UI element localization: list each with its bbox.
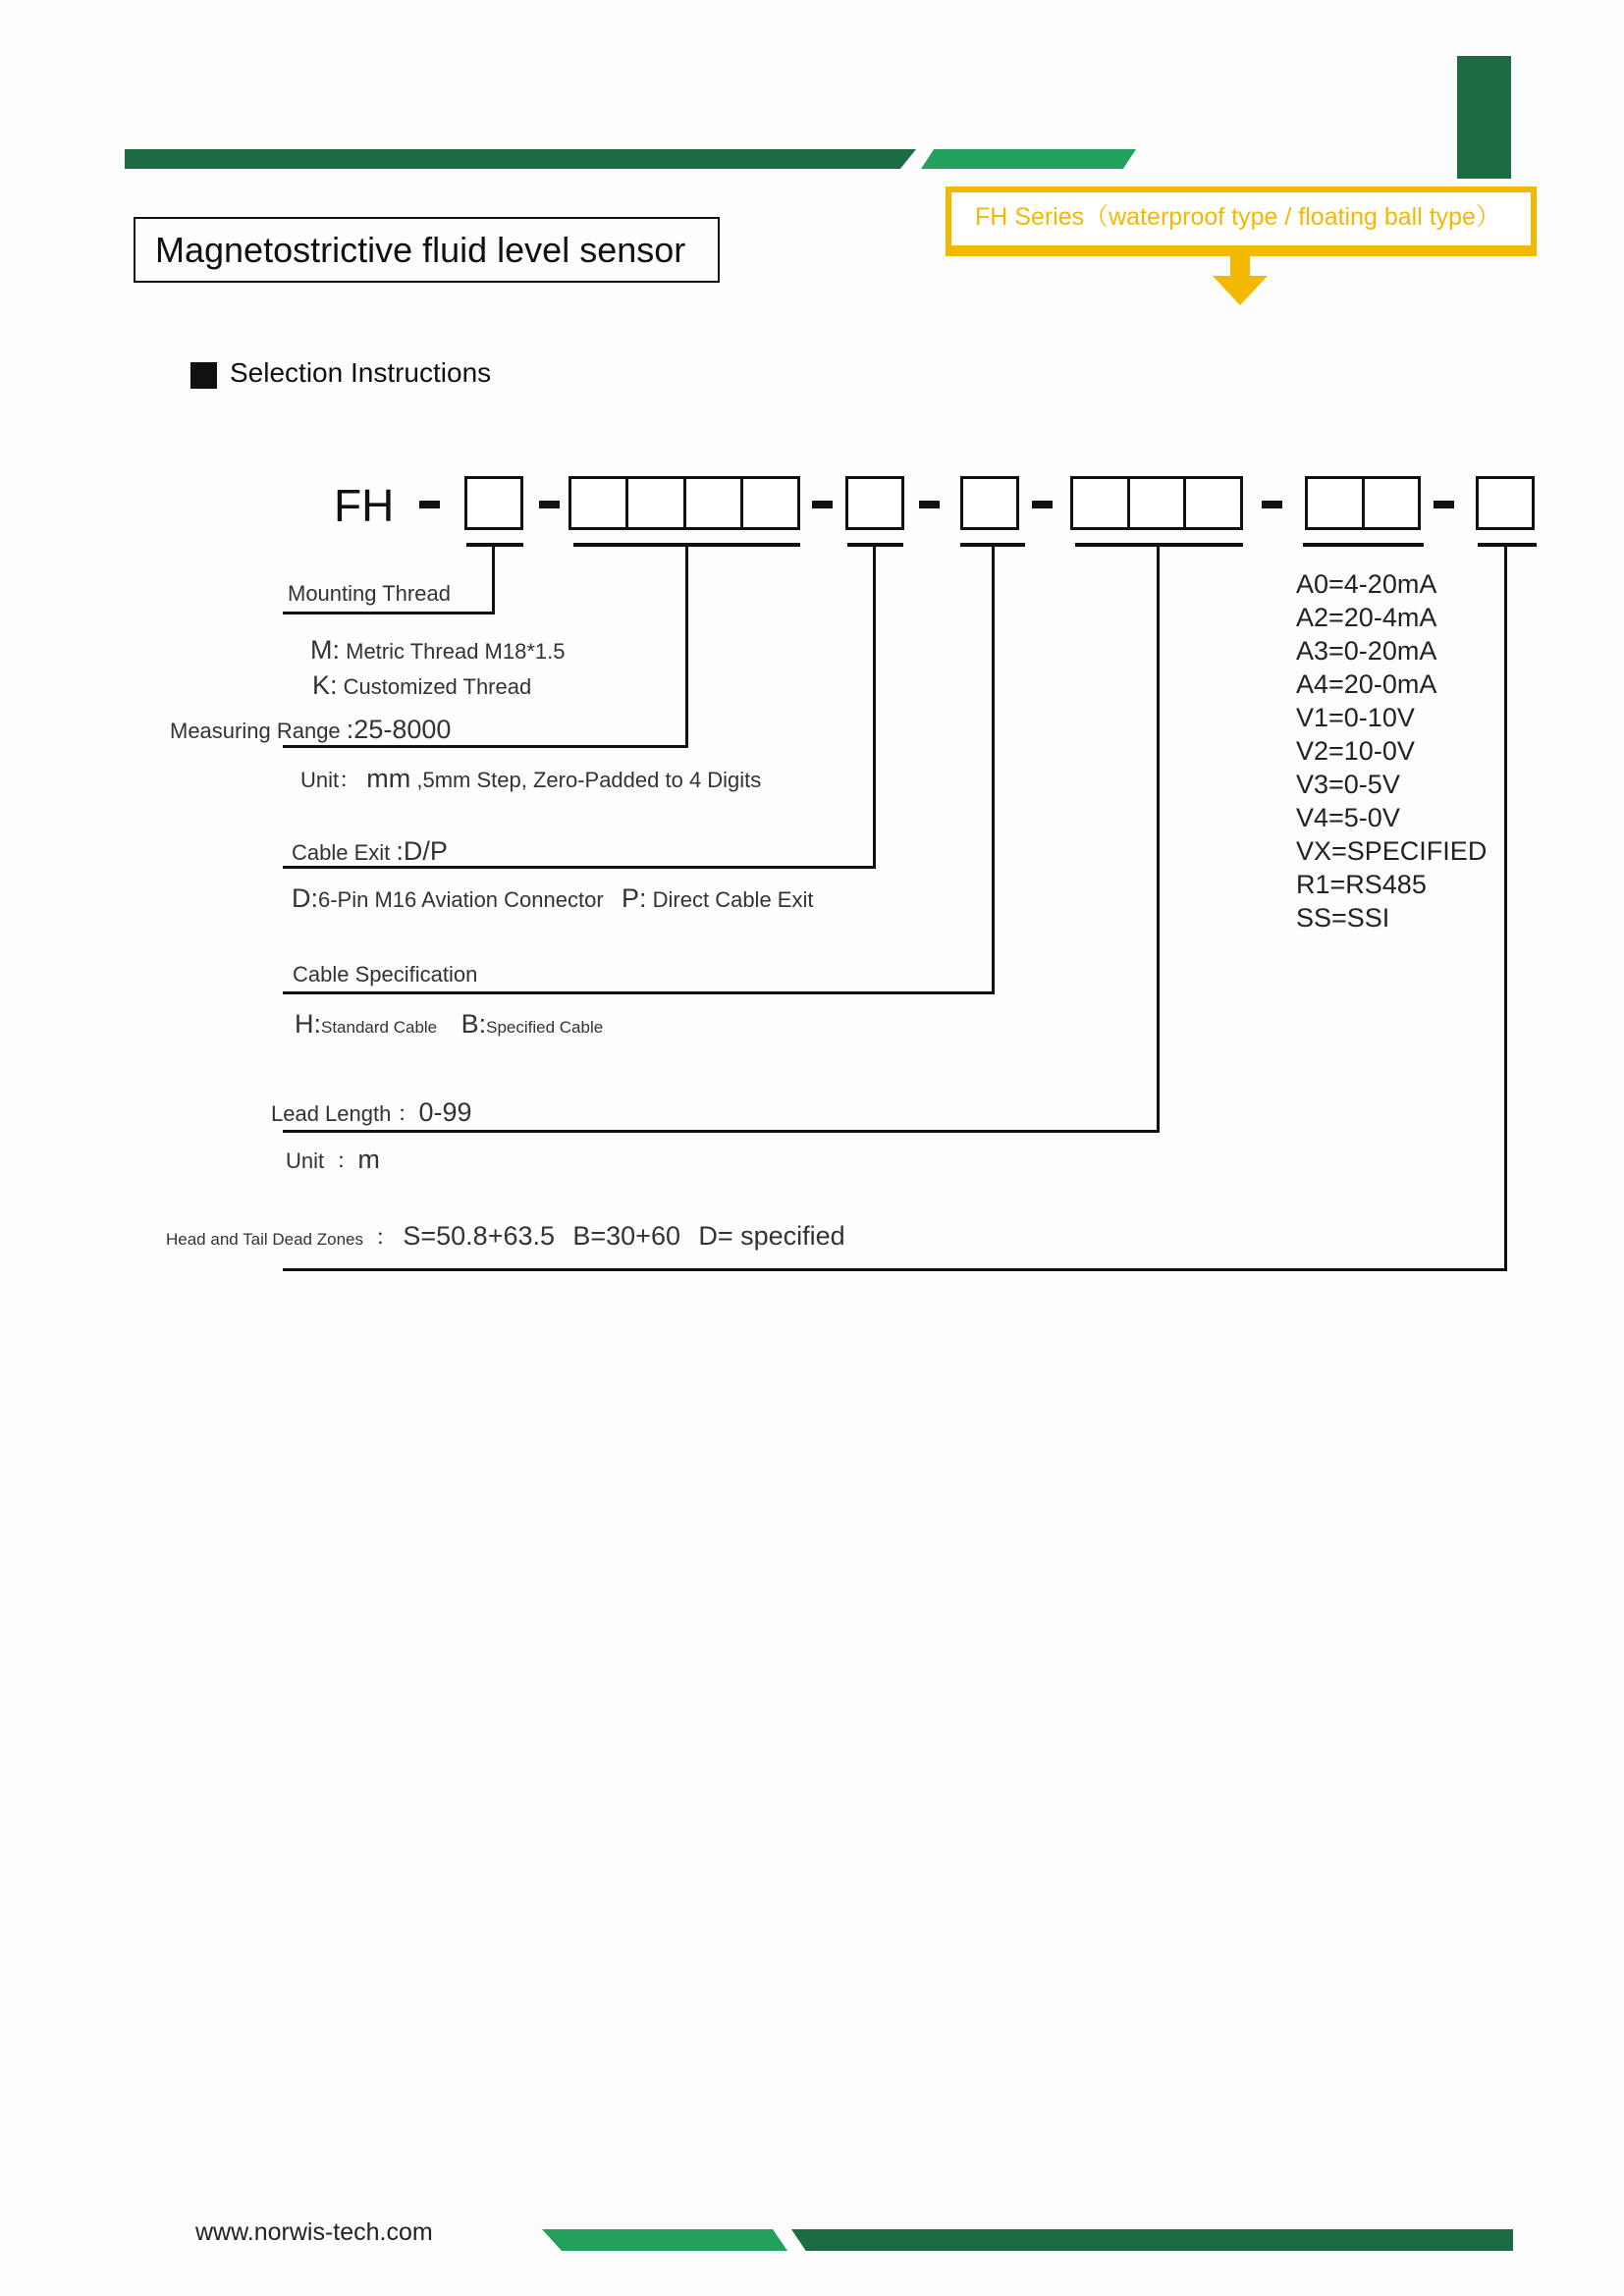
- cable-exit: [292, 836, 448, 867]
- option-text: Standard Cable: [321, 1018, 438, 1037]
- lead-length-label: Lead Length: [271, 1101, 392, 1126]
- footer-bar-dark: [791, 2229, 1513, 2251]
- option-text: Direct Cable Exit: [652, 887, 814, 912]
- lead-length: [271, 1097, 472, 1128]
- code-box-dead-zone: [1476, 476, 1535, 530]
- output-code: V1=0-10V: [1296, 703, 1415, 732]
- header-vertical-bar: [1457, 56, 1511, 179]
- code-box-lead-length: [1070, 476, 1243, 530]
- arrow-down-icon-head: [1213, 276, 1268, 305]
- output-code-list: [1296, 567, 1487, 934]
- dash: [812, 501, 833, 508]
- footer-website[interactable]: www.norwis-tech.com: [195, 2218, 433, 2246]
- leader-line: [283, 745, 688, 748]
- option-text: 6-Pin M16 Aviation Connector: [318, 887, 604, 912]
- dash: [539, 501, 560, 508]
- mounting-option-k: [312, 670, 531, 701]
- code-box-cable-spec: [960, 476, 1019, 530]
- unit-label: Unit：: [300, 768, 361, 792]
- output-code: A4=20-0mA: [1296, 669, 1437, 699]
- output-code: A0=4-20mA: [1296, 569, 1437, 599]
- output-code: SS=SSI: [1296, 903, 1390, 933]
- option-key: K:: [312, 670, 338, 700]
- dead-zone-s: S=50.8+63.5: [403, 1221, 556, 1251]
- mounting-thread-label: Mounting Thread: [288, 581, 451, 606]
- mounting-option-m: [310, 635, 566, 666]
- code-box-range: [568, 476, 800, 530]
- unit-label: Unit: [286, 1148, 325, 1173]
- page-title: Magnetostrictive fluid level sensor: [134, 217, 720, 283]
- cable-exit-label: Cable Exit: [292, 840, 391, 865]
- leader-line: [992, 545, 995, 994]
- separator: ：: [336, 1148, 358, 1173]
- separator: ：: [375, 1225, 398, 1250]
- lead-length-value: 0-99: [418, 1097, 472, 1127]
- footer-bar-light: [542, 2229, 787, 2251]
- output-code: VX=SPECIFIED: [1296, 836, 1488, 866]
- leader-line: [283, 612, 495, 614]
- option-key: D:: [292, 883, 318, 913]
- separator: ：: [397, 1101, 419, 1126]
- option-key: H:: [295, 1009, 321, 1039]
- section-title: Selection Instructions: [230, 357, 492, 388]
- option-key: M:: [310, 635, 340, 665]
- leader-line: [1504, 545, 1507, 1271]
- dead-zone-d: D= specified: [698, 1221, 845, 1251]
- option-text: Customized Thread: [343, 674, 532, 699]
- cable-spec-label: Cable Specification: [293, 962, 478, 987]
- header-bar-dark: [125, 149, 916, 169]
- measuring-range-unit: [300, 764, 761, 794]
- measuring-range-value: :25-8000: [346, 715, 452, 744]
- output-code: V2=10-0V: [1296, 736, 1415, 766]
- code-box-output: [1305, 476, 1421, 530]
- leader-line: [873, 545, 876, 869]
- output-code: A2=20-4mA: [1296, 603, 1437, 632]
- output-code: A3=0-20mA: [1296, 636, 1437, 666]
- leader-line: [283, 1268, 1507, 1271]
- option-key: B:: [460, 1009, 487, 1039]
- cable-exit-value: :D/P: [396, 836, 448, 866]
- underline: [1303, 543, 1424, 547]
- leader-line: [283, 1130, 1160, 1133]
- dash: [1032, 501, 1053, 508]
- dash: [1434, 501, 1454, 508]
- leader-line: [283, 991, 995, 994]
- output-code: V4=5-0V: [1296, 803, 1400, 832]
- output-code: V3=0-5V: [1296, 770, 1400, 799]
- leader-line: [685, 545, 688, 748]
- leader-line: [492, 545, 495, 614]
- code-box-cable-exit: [845, 476, 904, 530]
- option-text: Metric Thread M18*1.5: [346, 639, 566, 664]
- dash: [1262, 501, 1282, 508]
- underline: [466, 543, 523, 547]
- dead-zone-b: B=30+60: [572, 1221, 680, 1251]
- lead-length-unit: [286, 1145, 380, 1175]
- leader-line: [1157, 545, 1160, 1133]
- dash: [419, 501, 440, 508]
- code-box-mounting: [464, 476, 523, 530]
- output-code: R1=RS485: [1296, 870, 1427, 899]
- series-label: FH Series（waterproof type / floating ball type）: [946, 187, 1537, 256]
- header-bar-light: [921, 149, 1136, 169]
- dash: [919, 501, 940, 508]
- cable-spec-options: [295, 1009, 603, 1040]
- option-text: Specified Cable: [486, 1018, 604, 1037]
- unit-note: ,5mm Step, Zero-Padded to 4 Digits: [416, 768, 762, 792]
- unit-value: mm: [366, 764, 411, 793]
- measuring-range-label: Measuring Range: [170, 719, 341, 743]
- measuring-range: [170, 715, 451, 745]
- arrow-down-icon: [1230, 256, 1250, 278]
- model-prefix: FH: [334, 480, 395, 531]
- dead-zones-label: Head and Tail Dead Zones: [166, 1230, 363, 1249]
- section-bullet-icon: [190, 362, 217, 389]
- cable-exit-options: [292, 883, 813, 914]
- option-key: P:: [622, 883, 647, 913]
- underline: [1478, 543, 1537, 547]
- dead-zones: [166, 1221, 845, 1252]
- unit-value: m: [357, 1145, 380, 1174]
